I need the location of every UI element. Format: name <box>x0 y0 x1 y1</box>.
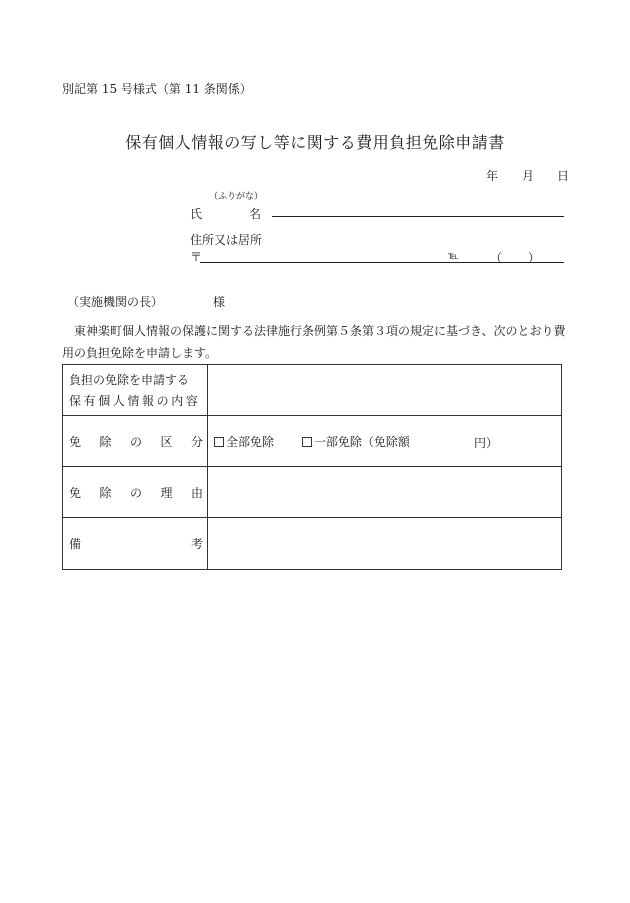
label-char: 理 <box>160 485 173 500</box>
label-category <box>63 416 208 467</box>
label-char: 考 <box>190 537 203 551</box>
checkbox-full-exemption[interactable] <box>214 437 224 447</box>
addressee-label: （実施機関の長） <box>67 295 164 309</box>
label-content <box>63 365 208 416</box>
address-field-line[interactable] <box>200 262 564 263</box>
table-row-reason <box>63 467 562 518</box>
table-row-category <box>63 416 562 467</box>
label-char: 由 <box>190 485 203 500</box>
label-char: 免 <box>69 434 82 449</box>
name-label-mei: 名 <box>249 207 262 221</box>
table-row-remarks <box>63 518 562 570</box>
label-char: 区 <box>160 434 173 449</box>
label-remarks <box>63 518 208 570</box>
table-row-content <box>63 365 562 416</box>
checkbox-partial-exemption[interactable] <box>302 437 312 447</box>
furigana-label: （ふりがな） <box>209 192 264 202</box>
category-field <box>208 416 562 467</box>
body-text: 東神楽町個人情報の保護に関する法律施行条例第５条第３項の規定に基づき、次のとおり費用の負担免除を申請します。 <box>62 324 566 360</box>
label-content-line2: 保有個人情報の内容 <box>69 394 201 408</box>
label-char: の <box>129 485 142 500</box>
content-field[interactable] <box>208 365 562 416</box>
date-day-label: 日 <box>557 169 570 183</box>
page-title: 保有個人情報の写し等に関する費用負担免除申請書 <box>125 133 505 152</box>
label-char: 分 <box>190 434 203 449</box>
date-year-label: 年 <box>486 169 499 183</box>
exemption-form-table <box>62 364 562 570</box>
label-char: 免 <box>69 485 82 500</box>
addressee-honorific: 様 <box>213 295 226 309</box>
remarks-field[interactable] <box>208 518 562 570</box>
address-label: 住所又は居所 <box>190 233 263 247</box>
reason-field[interactable] <box>208 467 562 518</box>
name-field-line[interactable] <box>272 216 564 217</box>
option-partial-label: 一部免除（免除額 <box>313 434 410 449</box>
name-label-shi: 氏 <box>190 207 203 221</box>
label-char: 備 <box>69 537 82 551</box>
tel-paren-close: ） <box>528 251 541 265</box>
label-content-line1: 負担の免除を申請する <box>69 373 190 387</box>
option-partial-exemption[interactable] <box>302 433 410 450</box>
label-char: 除 <box>99 434 112 449</box>
tel-mark: ℡ <box>448 251 459 262</box>
option-full-label: 全部免除 <box>226 434 275 449</box>
label-char: の <box>129 434 142 449</box>
date-month-label: 月 <box>522 169 535 183</box>
tel-paren-open: （ <box>490 251 503 265</box>
option-full-exemption[interactable] <box>214 433 274 450</box>
postal-mark: 〒 <box>190 250 203 264</box>
label-char: 除 <box>99 485 112 500</box>
form-id: 別記第 15 号様式（第 11 条関係） <box>62 82 252 96</box>
label-reason <box>63 467 208 518</box>
yen-label: 円） <box>474 436 499 450</box>
